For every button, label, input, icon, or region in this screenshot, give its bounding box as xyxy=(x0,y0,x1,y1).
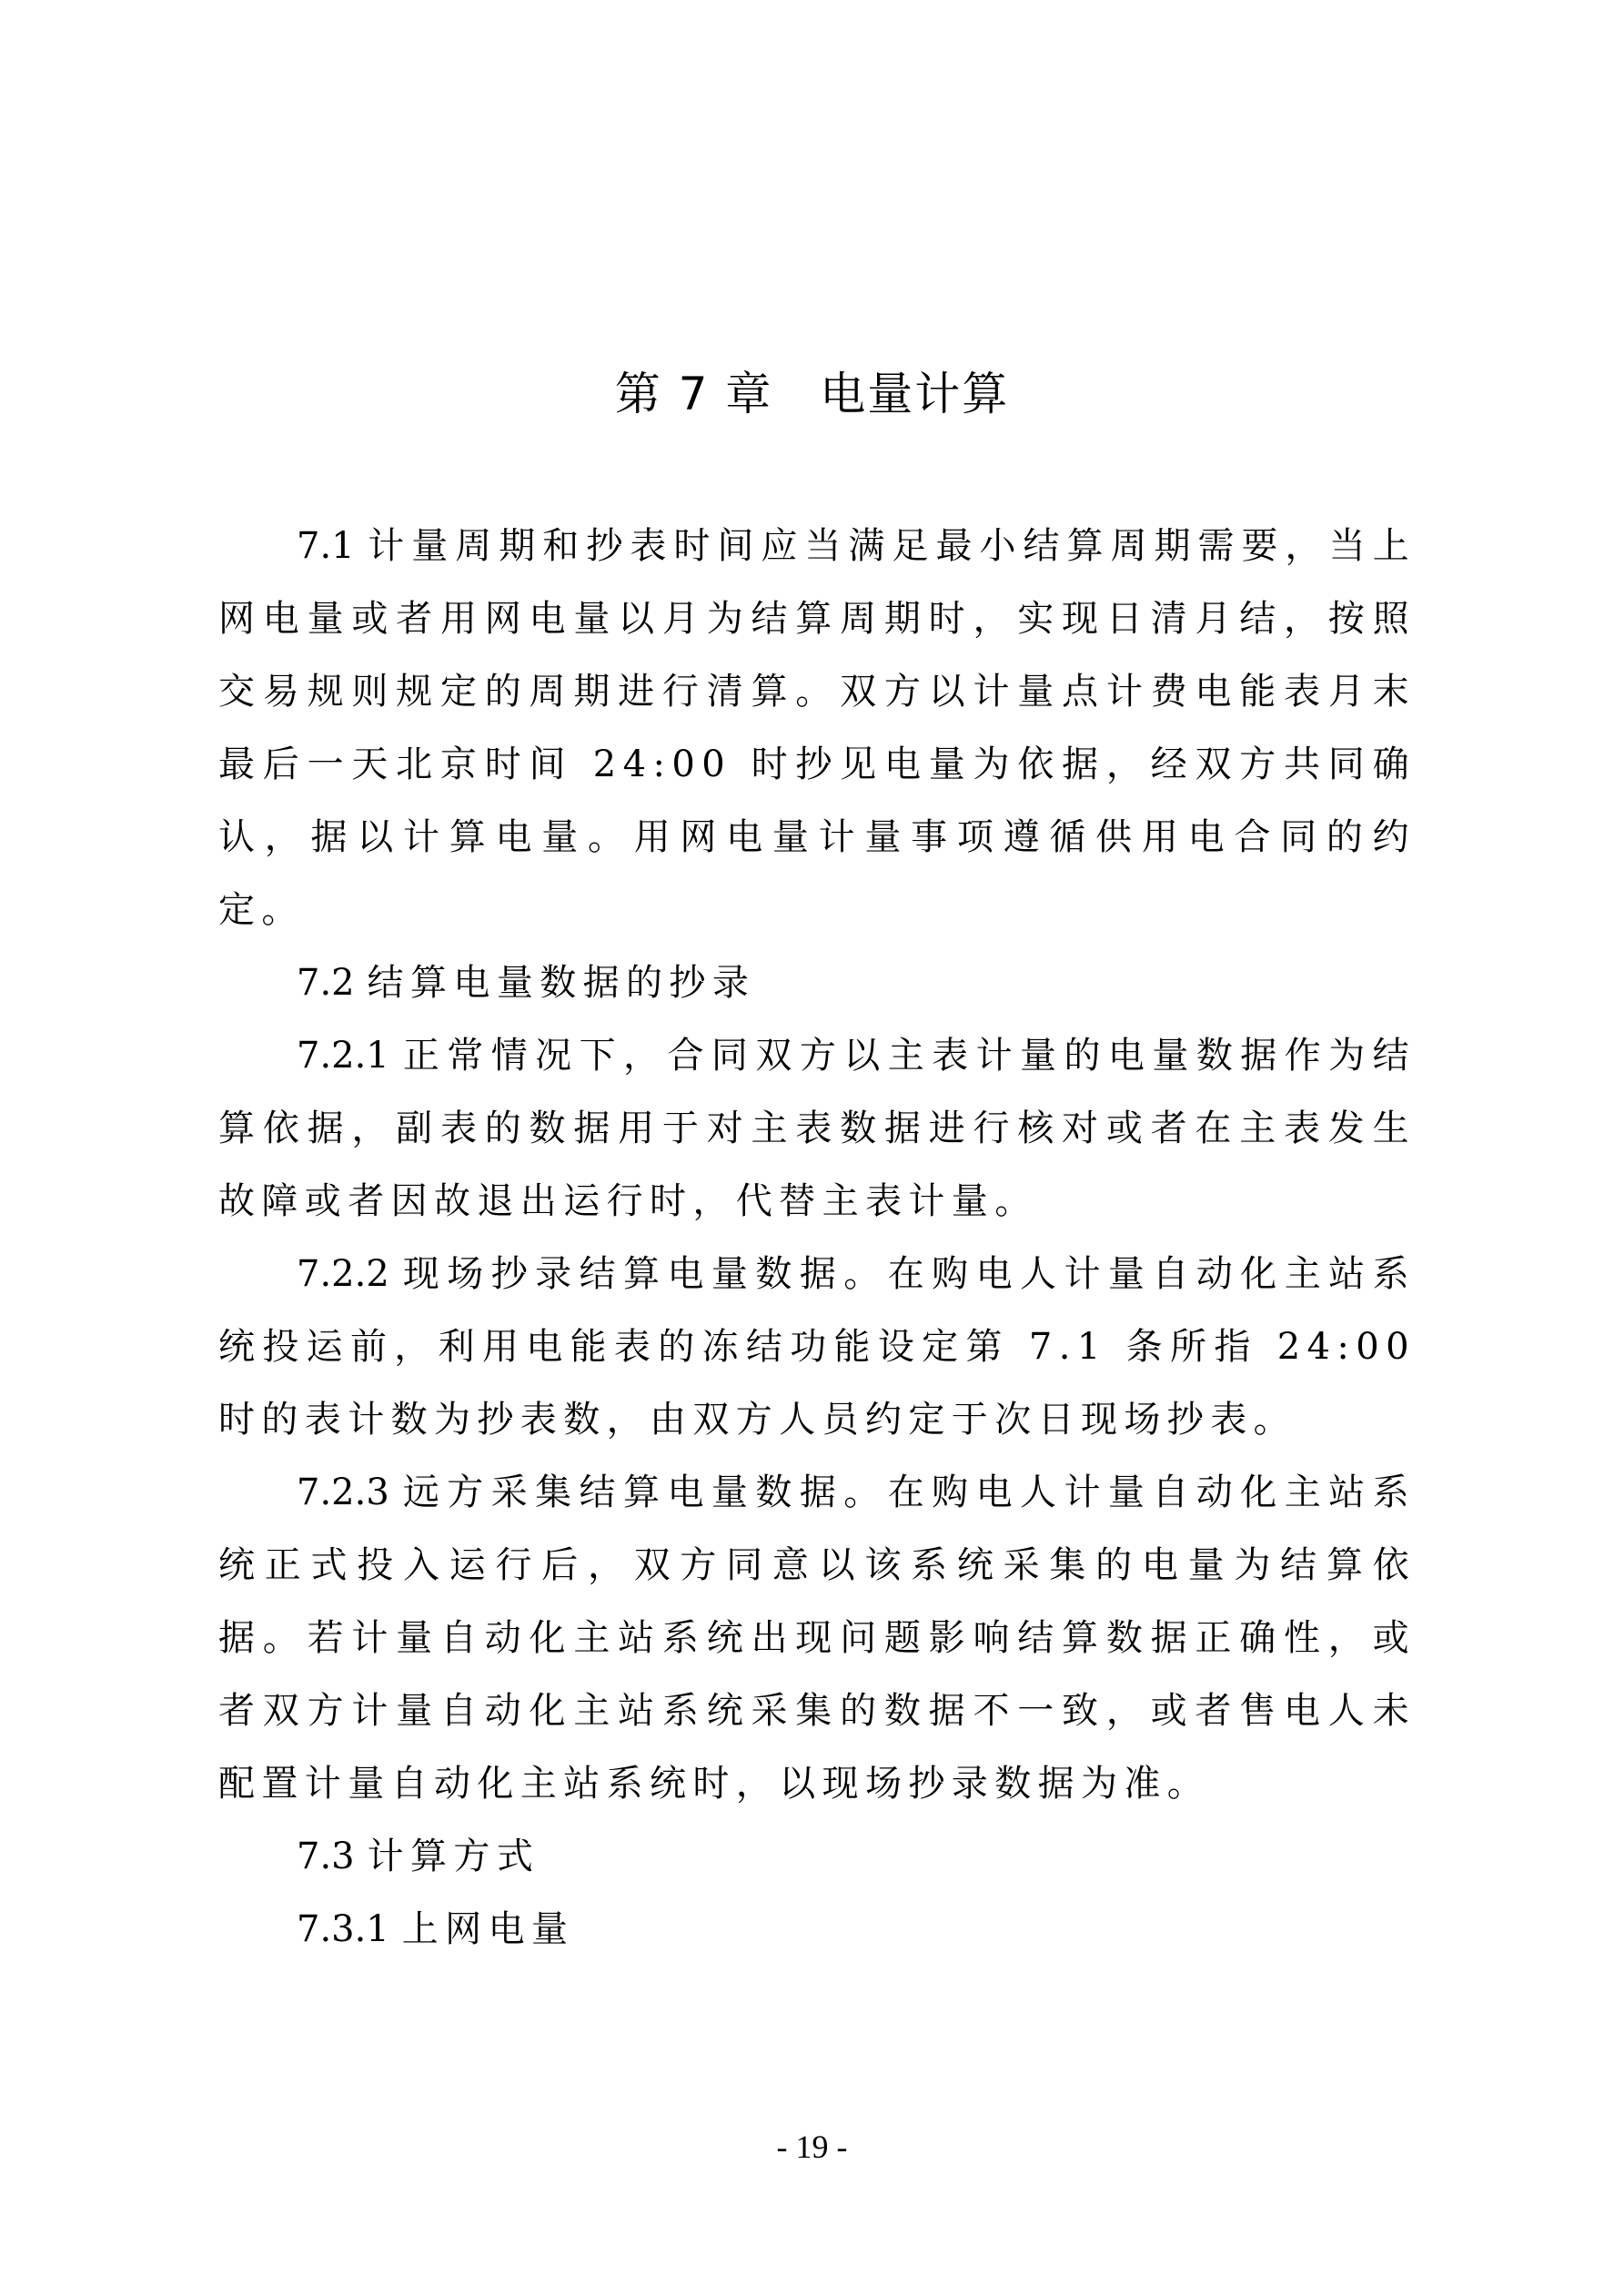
clause-text: 计量周期和抄表时间应当满足最小结算周期需要，当上网电量或者用网电量以月为结算周期时，实现日清月结，按照交易规则规定的周期进行清算。双方以计量点计费电能表月末最后一天北京时间 24:00 时抄见电量为依据，经双方共同确认，据以计算电量。用网电量计量事项遵循供用电合同的约定。 xyxy=(218,525,1416,931)
clause-7-3 xyxy=(218,1820,1416,1893)
clause-number: 7.2 xyxy=(297,962,355,1004)
clause-7-3-1 xyxy=(218,1893,1416,1966)
clause-7-2-3 xyxy=(218,1456,1416,1820)
page-number: - 19 - xyxy=(776,2129,848,2165)
clause-text: 上网电量 xyxy=(401,1908,575,1950)
document-body xyxy=(218,510,1416,1966)
clause-7-1 xyxy=(218,510,1416,946)
clause-number: 7.3.1 xyxy=(297,1908,389,1950)
clause-text: 正常情况下，合同双方以主表计量的电量数据作为结算依据，副表的数据用于对主表数据进行核对或者在主表发生故障或者因故退出运行时，代替主表计量。 xyxy=(218,1035,1416,1222)
clause-number: 7.2.1 xyxy=(297,1035,389,1077)
clause-text: 结算电量数据的抄录 xyxy=(367,962,756,1004)
clause-number: 7.2.3 xyxy=(297,1472,389,1513)
clause-text: 计算方式 xyxy=(367,1836,540,1877)
clause-text: 现场抄录结算电量数据。在购电人计量自动化主站系统投运前，利用电能表的冻结功能设定第 7.1 条所指 24:00 时的表计数为抄表数，由双方人员约定于次日现场抄表。 xyxy=(218,1253,1416,1441)
clause-number: 7.1 xyxy=(297,525,355,567)
clause-7-2 xyxy=(218,946,1416,1019)
clause-7-2-2 xyxy=(218,1238,1416,1456)
clause-number: 7.3 xyxy=(297,1836,355,1877)
chapter-title: 第 7 章 电量计算 xyxy=(614,368,1010,420)
clause-text: 远方采集结算电量数据。在购电人计量自动化主站系统正式投入运行后，双方同意以该系统采集的电量为结算依据。若计量自动化主站系统出现问题影响结算数据正确性，或者双方计量自动化主站系统采集的数据不一致，或者售电人未配置计量自动化主站系统时，以现场抄录数据为准。 xyxy=(218,1472,1416,1805)
clause-7-2-1 xyxy=(218,1019,1416,1238)
clause-number: 7.2.2 xyxy=(297,1253,389,1295)
